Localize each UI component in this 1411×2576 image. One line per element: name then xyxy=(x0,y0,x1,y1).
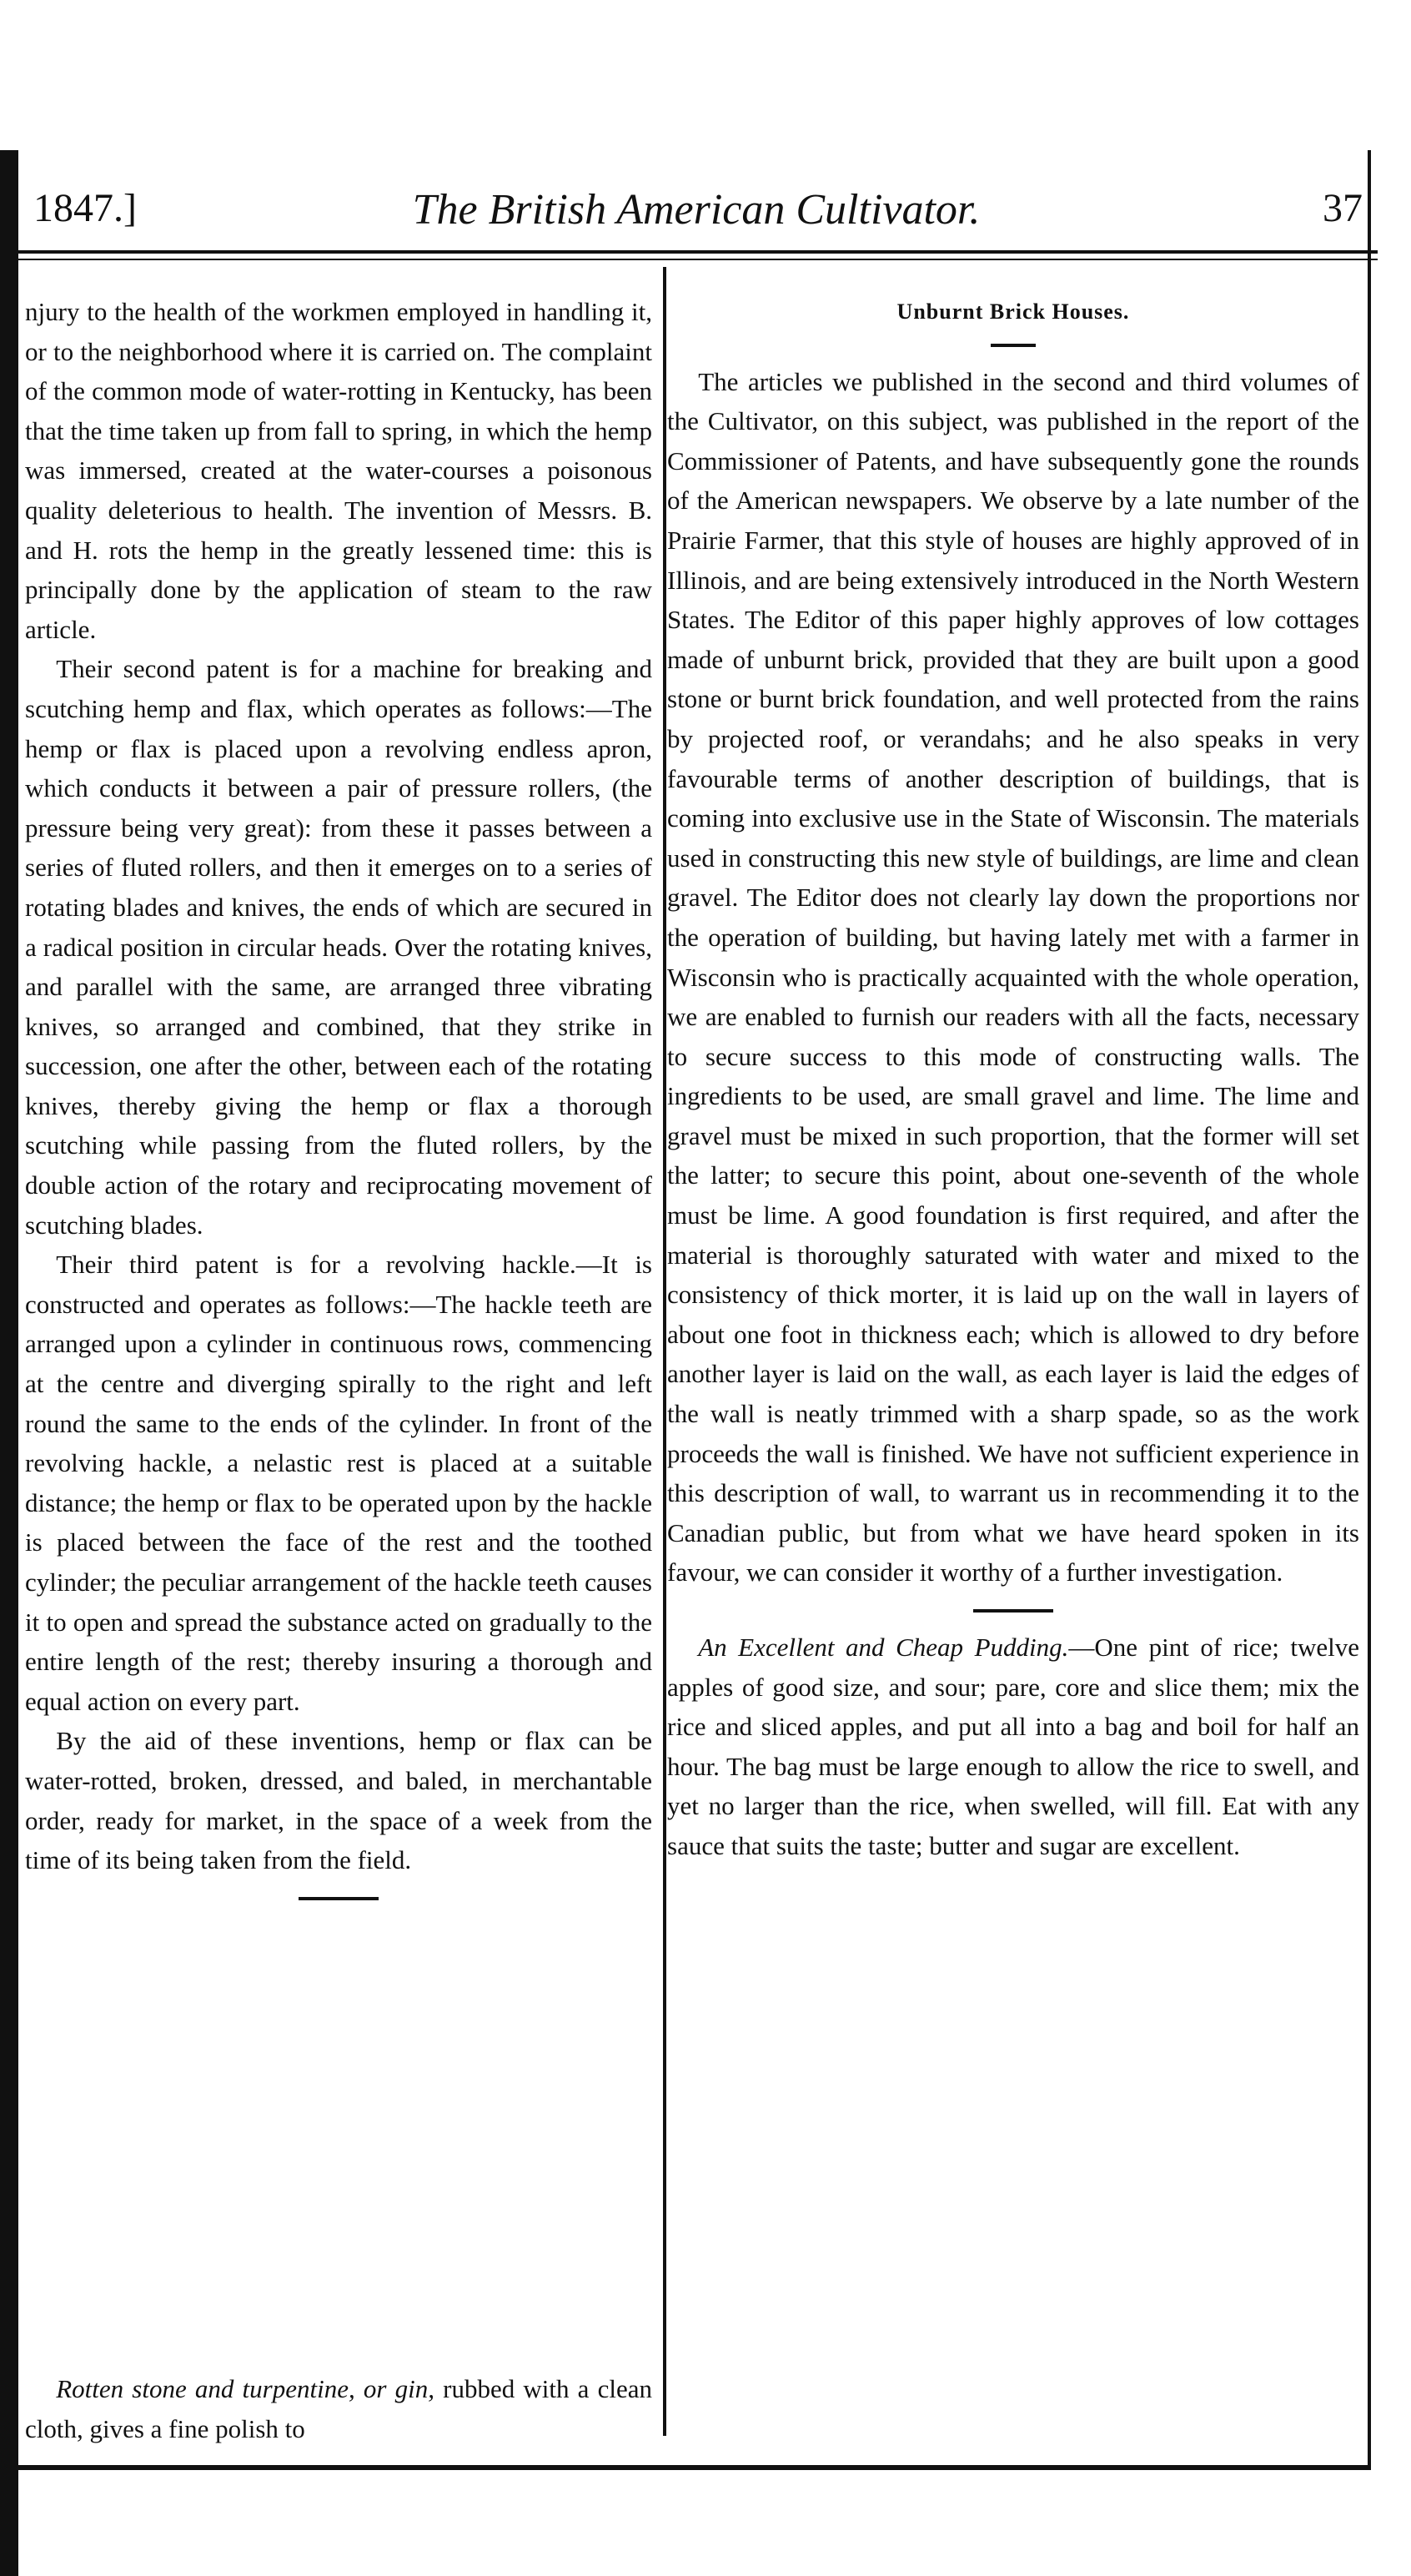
page-header xyxy=(25,185,1368,249)
publication-title: The British American Cultivator. xyxy=(412,186,981,234)
header-rule-thick xyxy=(18,250,1378,254)
header-date: 1847.] xyxy=(33,186,137,230)
left-column-fragment xyxy=(25,2369,652,2448)
section-title: Unburnt Brick Houses. xyxy=(896,299,1130,324)
fragment-text: rubbed with a clean cloth, gives a fine polish to xyxy=(25,2374,652,2443)
left-column xyxy=(25,292,652,1915)
article-paragraph: Their third patent is for a revolving hackle.—It is constructed and operates as follows:—The hackle teeth are arranged upon a cylinder in continuous rows, commencing at the centre and diverging spirally to the right and left round the same to the ends of the cylinder. In front of the revolving hackle, a nelastic rest is placed at a suitable distance; the hemp or flax to be operated upon by the hackle is placed between the face of the rest and the toothed cylinder; the peculiar arrangement of the hackle teeth causes it to open and spread the substance acted on gradually to the entire length of the rest; thereby insuring a thorough and equal action on every part. xyxy=(25,1250,652,1716)
fragment-paragraph xyxy=(25,2369,652,2448)
column-divider xyxy=(663,267,666,2436)
section-rule xyxy=(973,1609,1053,1613)
pudding-text: —One pint of rice; twelve apples of good size, and sour; pare, core and slice them; mix the rice and sliced apples, and put all into a bag and boil for half an hour. The bag must be large enough to allow the rice to swell, and yet no larger than the rice, when swelled, will fill. Eat with any sauce that suits the taste; butter and sugar are excellent. xyxy=(667,1633,1359,1860)
title-rule xyxy=(991,344,1036,347)
right-edge-rule xyxy=(1368,150,1371,2469)
article-paragraph: Their second patent is for a machine for breaking and scutching hemp and flax, which operates as follows:—The hemp or flax is placed upon a revolving endless apron, which conducts it between a pair of pressure rollers, (the pressure being very great): from these it passes between a series of fluted rollers, and then it emerges on to a series of rotating blades and knives, the ends of which are secured in a radical position in circular heads. Over the rotating knives, and parallel with the same, are arranged three vibrating knives, so arranged and combined, that they strike in succession, one after the other, between each of the rotating knives, thereby giving the hemp or flax a thorough scutching while passing from the fluted rollers, by the double action of the rotary and reciprocating movement of scutching blades. xyxy=(25,654,652,1240)
footer-rule xyxy=(18,2465,1371,2470)
left-edge-rule xyxy=(0,150,18,2576)
fragment-runin: Rotten stone and turpentine, or gin, xyxy=(56,2374,434,2403)
pudding-paragraph xyxy=(667,1628,1359,1866)
article-paragraph: The articles we published in the second and third volumes of the Cultivator, on this subject, was published in the report of the Commissioner of Patents, and have subsequently gone the rounds of the American newspapers. We observe by a late number of the Prairie Farmer, that this style of houses are highly approved of in Illinois, and are being extensively introduced in the North Western States. The Editor of this paper highly approves of low cottages made of unburnt brick, provided that they are built upon a good stone or burnt brick foundation, and well protected from the rains by projected roof, or verandahs; and he also speaks in very favourable terms of another description of buildings, that is coming into exclusive use in the State of Wisconsin. The materials used in constructing this new style of buildings, are lime and clean gravel. The Editor does not clearly lay down the proportions nor the operation of building, but having lately met with a farmer in Wisconsin who is practically acquainted with the whole operation, we are enabled to furnish our readers with all the facts, necessary to secure success to this mode of constructing walls. The ingredients to be used, are small gravel and lime. The lime and gravel must be mixed in such proportion, that the former will set the latter; to secure this point, about one-seventh of the whole must be lime. A good foundation is first required, and after the material is thoroughly saturated with water and mixed to the consistency of thick morter, it is laid up on the wall in layers of about one foot in thickness each; which is allowed to dry before another layer is laid on the wall, as each layer is laid the edges of the wall is neatly trimmed with a sharp spade, so as the work proceeds the wall is finished. We have not sufficient experience in this description of wall, to warrant us in recommending it to the Canadian public, but from what we have heard spoken in its favour, we can consider it worthy of a further investigation. xyxy=(667,366,1359,1587)
article-paragraph: By the aid of these inventions, hemp or flax can be water-rotted, broken, dressed, and baled, in merchantable order, ready for market, in the space of a week from the time of its being taken from the field. xyxy=(25,1726,652,1875)
right-column xyxy=(667,292,1359,1866)
header-rule-thin xyxy=(18,259,1378,260)
page-number: 37 xyxy=(1323,186,1363,230)
pudding-title: An Excellent and Cheap Pudding. xyxy=(698,1633,1069,1662)
section-rule xyxy=(299,1897,379,1900)
article-paragraph: njury to the health of the workmen employed in handling it, or to the neighborhood where it is carried on. The complaint of the common mode of water-rotting in Kentucky, has been that the time taken up from fall to spring, in which the hemp was immersed, created at the water-courses a poisonous quality deleterious to health. The invention of Messrs. B. and H. rots the hemp in the greatly lessened time: this is principally done by the application of steam to the raw article. xyxy=(25,297,652,644)
